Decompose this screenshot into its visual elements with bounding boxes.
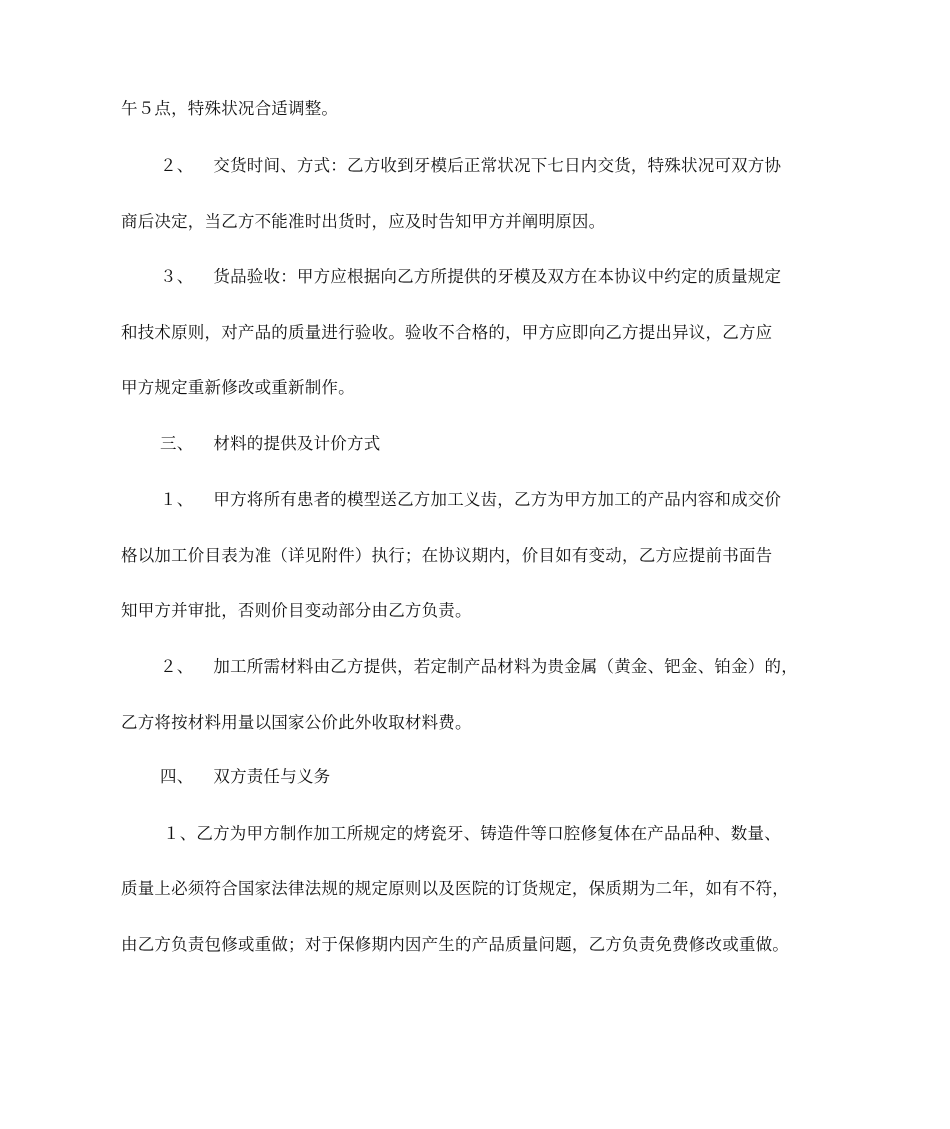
clause-number: ２、: [160, 657, 194, 676]
section-heading: [160, 433, 380, 455]
line-text: 格以加工价目表为准（详见附件）执行；在协议期内，价目如有变动，乙方应提前书面告: [121, 546, 773, 565]
line-text: 乙方将按材料用量以国家公价此外收取材料费。: [121, 713, 472, 732]
line-text: 材料的提供及计价方式: [213, 434, 381, 453]
clause-heading: [160, 155, 781, 177]
line-text: 质量上必须符合国家法律法规的规定原则以及医院的订货规定，保质期为二年，如有不符，: [121, 879, 789, 898]
paragraph-line: [121, 322, 772, 344]
line-text: 双方责任与义务: [213, 767, 331, 786]
line-text: 午５点，特殊状况合适调整。: [121, 99, 339, 118]
paragraph-line: [121, 98, 338, 120]
clause-number: １、: [160, 490, 194, 509]
section-number: 三、: [160, 434, 194, 453]
paragraph-line: [121, 712, 472, 734]
line-text: 加工所需材料由乙方提供，若定制产品材料为贵金属（黄金、钯金、铂金）的，: [213, 657, 798, 676]
paragraph-line: [163, 823, 781, 845]
paragraph-line: [121, 211, 605, 233]
clause-heading: [160, 656, 798, 678]
line-text: 货品验收：甲方应根据向乙方所提供的牙模及双方在本协议中约定的质量规定: [213, 267, 782, 286]
line-text: 交货时间、方式：乙方收到牙模后正常状况下七日内交货，特殊状况可双方协: [213, 156, 782, 175]
line-text: 知甲方并审批，否则价目变动部分由乙方负责。: [121, 601, 472, 620]
line-text: 甲方将所有患者的模型送乙方加工义齿，乙方为甲方加工的产品内容和成交价: [213, 490, 782, 509]
paragraph-line: [121, 600, 472, 622]
clause-number: ２、: [160, 156, 194, 175]
paragraph-line: [121, 377, 355, 399]
line-text: 商后决定，当乙方不能准时出货时，应及时告知甲方并阐明原因。: [121, 212, 606, 231]
clause-number: ３、: [160, 267, 194, 286]
section-number: 四、: [160, 767, 194, 786]
clause-heading: [160, 489, 781, 511]
paragraph-line: [121, 934, 789, 956]
line-text: 由乙方负责包修或重做；对于保修期内因产生的产品质量问题，乙方负责免费修改或重做。: [121, 935, 789, 954]
paragraph-line: [121, 878, 789, 900]
paragraph-line: [121, 545, 772, 567]
line-text: 和技术原则，对产品的质量进行验收。验收不合格的，甲方应即向乙方提出异议，乙方应: [121, 323, 773, 342]
line-text: 甲方规定重新修改或重新制作。: [121, 378, 355, 397]
clause-heading: [160, 266, 781, 288]
section-heading: [160, 766, 330, 788]
line-text: １、乙方为甲方制作加工所规定的烤瓷牙、铸造件等口腔修复体在产品品种、数量、: [163, 824, 781, 843]
